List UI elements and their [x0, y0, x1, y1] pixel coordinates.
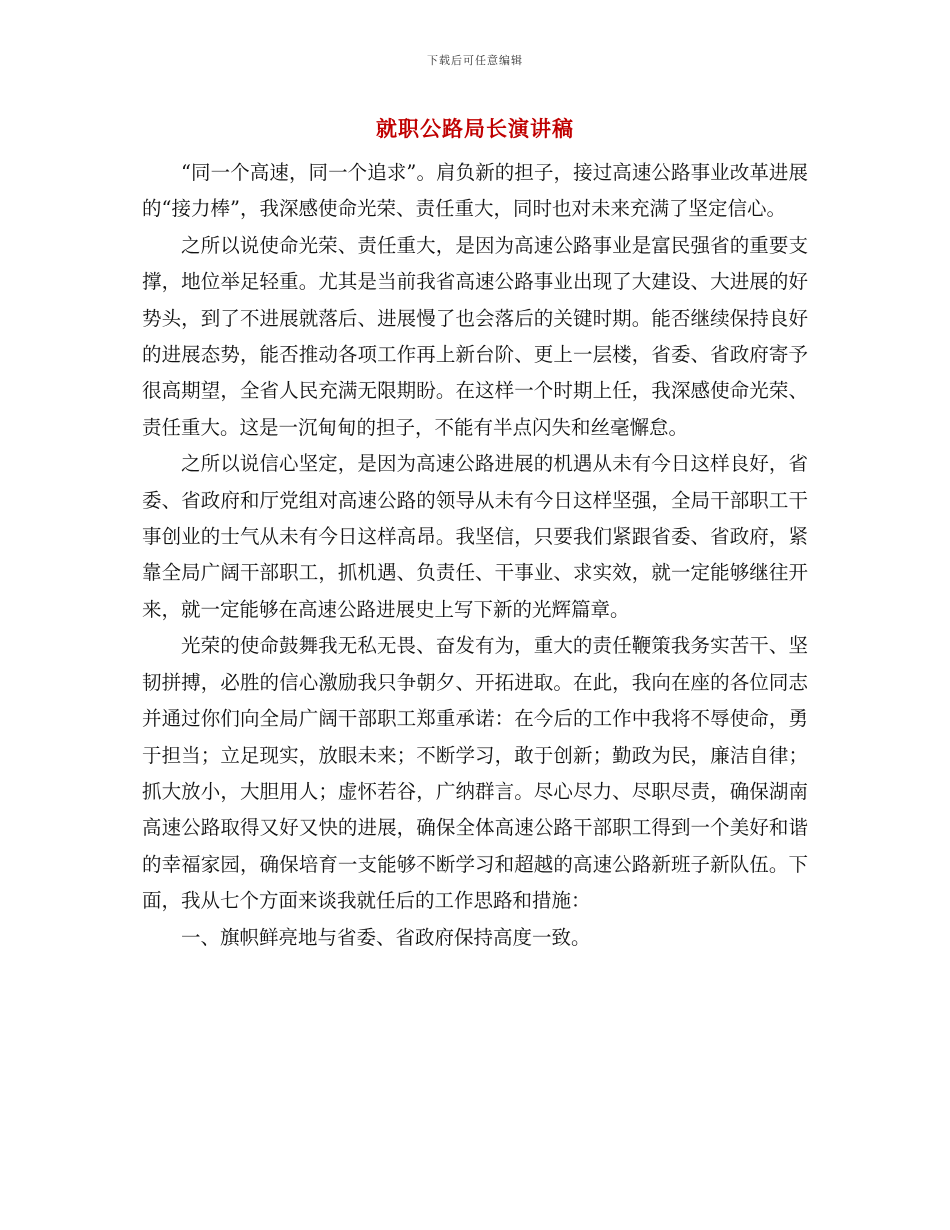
document-body	[142, 155, 808, 956]
paragraph: 一、旗帜鲜亮地与省委、省政府保持高度一致。	[181, 925, 591, 949]
paragraph: “同一个高速，同一个追求”。肩负新的担子，接过高速公路事业改革进展的“接力棒”，我深感使命光荣、责任重大，同时也对未来充满了坚定信心。	[142, 161, 808, 221]
paragraph: 光荣的使命鼓舞我无私无畏、奋发有为，重大的责任鞭策我务实苦干、坚韧拼搏，必胜的信心激励我只争朝夕、开拓进取。在此，我向在座的各位同志并通过你们向全局广阔干部职工郑重承诺：在今后的工作中我将不辱使命，勇于担当；立足现实，放眼未来；不断学习，敢于创新；勤政为民，廉洁自律；抓大放小，大胆用人；虚怀若谷，广纳群言。尽心尽力、尽职尽责，确保湖南高速公路取得又好又快的进展，确保全体高速公路干部职工得到一个美好和谐的幸福家园，确保培育一支能够不断学习和超越的高速公路新班子新队伍。下面，我从七个方面来谈我就任后的工作思路和措施：	[142, 634, 808, 913]
paragraph: 之所以说信心坚定，是因为高速公路进展的机遇从未有今日这样良好，省委、省政府和厅党组对高速公路的领导从未有今日这样坚强，全局干部职工干事创业的士气从未有今日这样高昂。我坚信，只要我们紧跟省委、省政府，紧靠全局广阔干部职工，抓机遇、负责任、干事业、求实效，就一定能够继往开来，就一定能够在高速公路进展史上写下新的光辉篇章。	[142, 452, 808, 621]
document-title: 就职公路局长演讲稿	[376, 117, 574, 141]
header-note: 下载后可任意编辑	[427, 54, 523, 67]
paragraph: 之所以说使命光荣、责任重大，是因为高速公路事业是富民强省的重要支撑，地位举足轻重。尤其是当前我省高速公路事业出现了大建设、大进展的好势头，到了不进展就落后、进展慢了也会落后的关键时期。能否继续保持良好的进展态势，能否推动各项工作再上新台阶、更上一层楼，省委、省政府寄予很高期望，全省人民充满无限期盼。在这样一个时期上任，我深感使命光荣、责任重大。这是一沉甸甸的担子，不能有半点闪失和丝毫懈怠。	[142, 233, 808, 439]
